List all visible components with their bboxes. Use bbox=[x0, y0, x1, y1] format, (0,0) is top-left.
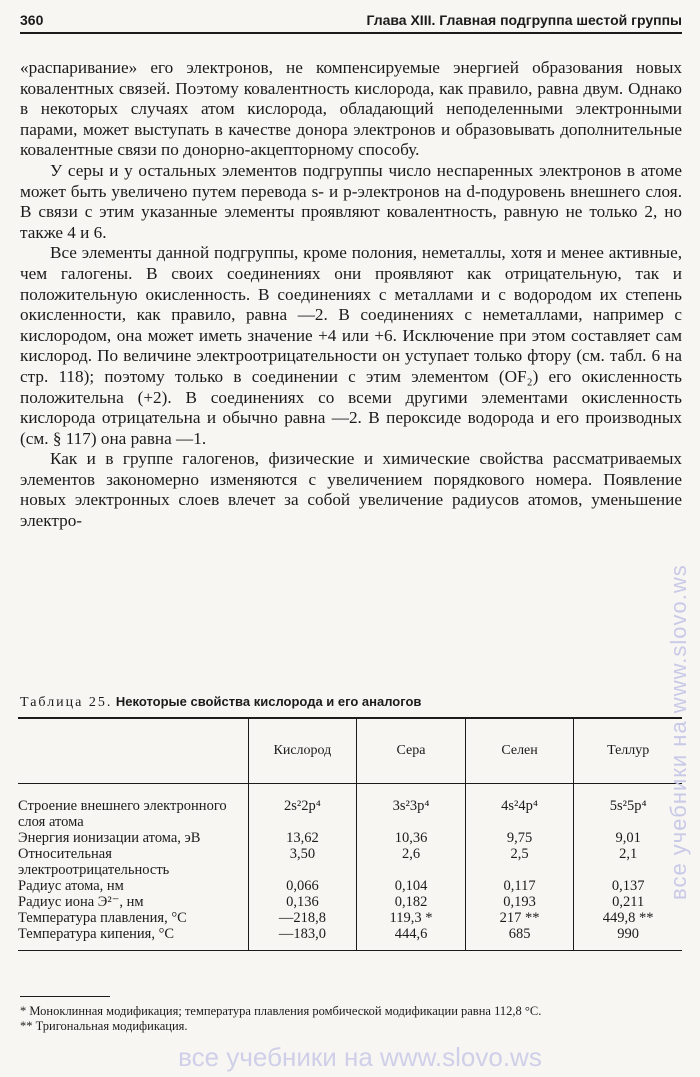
table-cell: 3s²3p⁴ bbox=[357, 784, 466, 831]
table-cell: 2,6 bbox=[357, 846, 466, 878]
table-cell: 13,62 bbox=[248, 830, 357, 846]
column-oxygen: Кислород bbox=[248, 718, 357, 784]
table-cell: 0,137 bbox=[574, 878, 682, 894]
table-cell: 2s²2p⁴ bbox=[248, 784, 357, 831]
table-cell: 0,066 bbox=[248, 878, 357, 894]
column-tellurium: Теллур bbox=[574, 718, 682, 784]
paragraph-3: Все элементы данной подгруппы, кроме полония, неметаллы, хотя и менее активные, чем галогены. В своих соединениях они проявляют как отрицательную, так и положительную окисленность. В соединениях с металлами и с водородом их степень окисленности, как правило, равна —2. В соединениях с неметаллами, например с кислородом, она может иметь значение +4 или +6. Исключение при этом составляет сам кислород. По величине электроотрицательности он уступает только фтору (см. табл. 6 на стр. 118); поэтому только в соединении с этим элементом (OF₂) его окисленность положительна (+2). В соединениях со всеми другими элементами окисленность кислорода отрицательна и обычно равна —2. В пероксиде водорода и его производных (см. § 117) она равна —1. bbox=[20, 243, 682, 448]
row-label: Температура кипения, °С bbox=[18, 926, 248, 951]
table-row bbox=[18, 926, 682, 951]
table-row bbox=[18, 846, 682, 878]
table-cell: 2,1 bbox=[574, 846, 682, 878]
footnote-rule bbox=[20, 996, 110, 997]
table-cell: 10,36 bbox=[357, 830, 466, 846]
running-title: Глава XIII. Главная подгруппа шестой группы bbox=[366, 12, 682, 28]
table-cell: 4s²4p⁴ bbox=[465, 784, 574, 831]
table-title: Некоторые свойства кислорода и его аналогов bbox=[115, 694, 422, 709]
properties-table bbox=[18, 717, 682, 951]
table-label: Таблица 25. bbox=[20, 695, 113, 710]
row-label: Температура плавления, °С bbox=[18, 910, 187, 926]
column-sulfur: Сера bbox=[357, 718, 466, 784]
table-cell: 0,211 bbox=[574, 894, 682, 910]
table-cell: 9,01 bbox=[574, 830, 682, 846]
table-cell: 217 ** bbox=[465, 910, 574, 926]
header-rule bbox=[20, 32, 682, 34]
footnotes bbox=[20, 1004, 680, 1034]
table-row bbox=[18, 878, 682, 894]
table-header-blank bbox=[18, 718, 248, 784]
page-number: 360 bbox=[20, 12, 44, 28]
page-header bbox=[20, 9, 682, 33]
table-cell: 2,5 bbox=[465, 846, 574, 878]
paragraph-1: «распаривание» его электронов, не компенсируемые энергией образования новых ковалентных связей. Поэтому ковалентность кислорода, как правило, равна двум. Однако в некоторых случаях атом кислорода, обладающий неподеленными электронными парами, может выступать в качестве донора электронов и образовывать дополнительные ковалентные связи по донорно-акцепторному способу. bbox=[20, 58, 682, 160]
table-cell: 5s²5p⁴ bbox=[574, 784, 682, 831]
body-text bbox=[20, 58, 682, 532]
bottom-watermark: все учебники на www.slovo.ws bbox=[178, 1042, 542, 1072]
table-cell: 685 bbox=[465, 926, 574, 951]
table-cell: 3,50 bbox=[248, 846, 357, 878]
table-row bbox=[18, 830, 682, 846]
table-cell: 0,117 bbox=[465, 878, 574, 894]
table-cell: 9,75 bbox=[465, 830, 574, 846]
column-selenium: Селен bbox=[465, 718, 574, 784]
table-cell: 0,193 bbox=[465, 894, 574, 910]
table-header-row bbox=[18, 718, 682, 784]
row-label: Строение внешнего электронного слоя атома bbox=[18, 798, 227, 830]
table-cell: —183,0 bbox=[248, 926, 357, 951]
table-row bbox=[18, 894, 682, 910]
table-caption bbox=[20, 693, 682, 712]
paragraph-2: У серы и у остальных элементов подгруппы число неспаренных электронов в атоме может быть увеличено путем перевода s- и p-электронов на d-подуровень внешнего слоя. В связи с этим указанные элементы проявляют ковалентность, равную не только 2, но также 4 и 6. bbox=[20, 160, 682, 242]
footnote-2: ** Тригональная модификация. bbox=[20, 1019, 188, 1033]
table-cell: —218,8 bbox=[248, 910, 357, 926]
table-cell: 990 bbox=[574, 926, 682, 951]
table-cell: 0,136 bbox=[248, 894, 357, 910]
row-label: Радиус иона Э²⁻, нм bbox=[18, 894, 144, 910]
side-watermark-text: все учебники на www.slovo.ws bbox=[666, 564, 691, 900]
table-cell: 0,104 bbox=[357, 878, 466, 894]
table-cell: 449,8 ** bbox=[574, 910, 682, 926]
table-cell: 119,3 * bbox=[357, 910, 466, 926]
row-label: Энергия ионизации атома, эВ bbox=[18, 830, 201, 846]
table-row bbox=[18, 784, 682, 831]
paragraph-4: Как и в группе галогенов, физические и химические свойства рассматриваемых элементов закономерно изменяются с увеличением порядкового номера. Появление новых электронных слоев влечет за собой увеличение радиусов атомов, уменьшение электро- bbox=[20, 449, 682, 531]
table-cell: 0,182 bbox=[357, 894, 466, 910]
footnote-1: * Моноклинная модификация; температура плавления ромбической модификации равна 112,8 °С. bbox=[20, 1004, 542, 1018]
table-row bbox=[18, 910, 682, 926]
table-cell: 444,6 bbox=[357, 926, 466, 951]
row-label: Относительная электроотрицательность bbox=[18, 846, 170, 878]
row-label: Радиус атома, нм bbox=[18, 878, 124, 894]
